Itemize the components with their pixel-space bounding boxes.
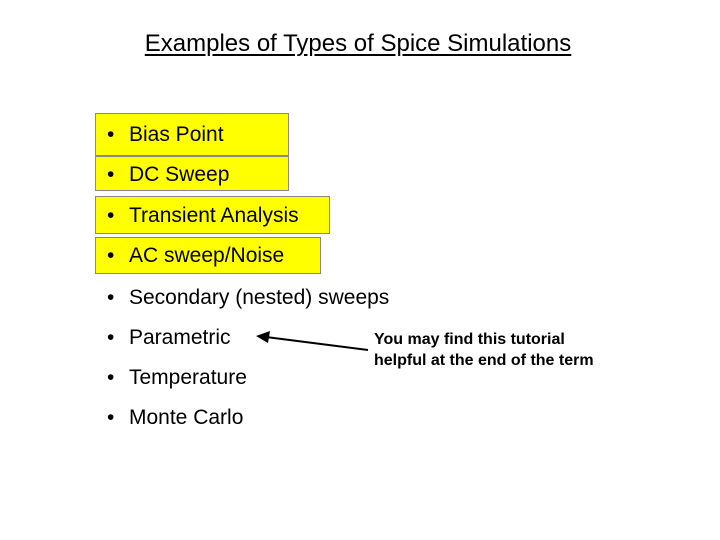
list-item-label: Bias Point: [129, 123, 224, 146]
list-item-label: Transient Analysis: [129, 204, 299, 227]
list-item-label: AC sweep/Noise: [129, 244, 285, 267]
page-title: Examples of Types of Spice Simulations: [144, 30, 572, 57]
note-line-1: You may find this tutorial: [374, 331, 565, 348]
bullet-icon: •: [107, 406, 115, 429]
list-item-label: Temperature: [129, 366, 247, 389]
list-item-label: DC Sweep: [129, 163, 230, 186]
bullet-icon: •: [107, 123, 115, 146]
list-item-label: Parametric: [129, 326, 231, 349]
bullet-icon: •: [107, 163, 115, 186]
bullet-icon: •: [107, 244, 115, 267]
list-item-label: Monte Carlo: [129, 406, 244, 429]
bullet-icon: •: [107, 366, 115, 389]
bullet-icon: •: [107, 326, 115, 349]
tutorial-note: [374, 329, 594, 371]
list-item-label: Secondary (nested) sweeps: [129, 286, 390, 309]
note-line-2: helpful at the end of the term: [374, 352, 594, 369]
bullet-icon: •: [107, 286, 115, 309]
bullet-icon: •: [107, 204, 115, 227]
